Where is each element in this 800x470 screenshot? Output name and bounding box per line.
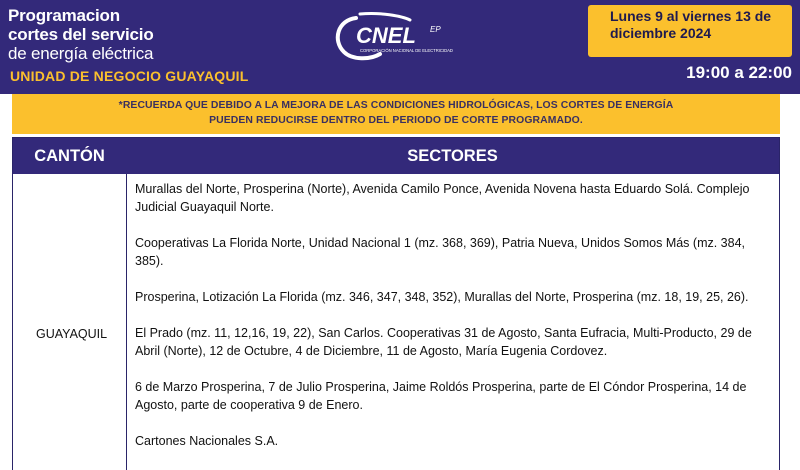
- business-unit-label: UNIDAD DE NEGOCIO GUAYAQUIL: [10, 68, 249, 84]
- column-header-sectores: SECTORES: [407, 147, 498, 165]
- date-range-text: Lunes 9 al viernes 13 de diciembre 2024: [610, 8, 772, 41]
- table-header-row: [13, 138, 779, 174]
- cnel-logo: [330, 10, 480, 66]
- header-banner: [0, 0, 800, 94]
- sectors-cell: [135, 180, 771, 468]
- column-divider: [126, 174, 127, 470]
- business-unit-bar: [0, 63, 800, 86]
- notice-banner: [12, 94, 780, 134]
- date-range-badge: [588, 5, 792, 57]
- sector-group: 6 de Marzo Prosperina, 7 de Julio Prosperina, Jaime Roldós Prosperina, parte de El Cóndor Prosperina, 14 de Agosto, parte de cooperativa 9 de Enero.: [135, 380, 747, 412]
- outage-table: [12, 137, 780, 470]
- title-line-3: de energía eléctrica: [8, 44, 154, 63]
- sector-group: Prosperina, Lotización La Florida (mz. 346, 347, 348, 352), Murallas del Norte, Prosperina (mz. 18, 19, 25, 26).: [135, 290, 749, 304]
- sector-group: Cooperativas La Florida Norte, Unidad Nacional 1 (mz. 368, 369), Patria Nueva, Unidos Somos Más (mz. 384, 385).: [135, 236, 746, 268]
- logo-brand-text: CNEL: [356, 23, 416, 48]
- title-line-1: Programacion: [8, 6, 120, 25]
- sector-group: El Prado (mz. 11, 12,16, 19, 22), San Carlos. Cooperativas 31 de Agosto, Santa Eufracia, Multi-Producto, 29 de Abril (Norte), 12 de Octubre, 4 de Diciembre, 11 de Agosto, María Eugenia Cordovez.: [135, 326, 752, 358]
- title-line-2: cortes del servicio: [8, 25, 154, 44]
- sector-group: Cartones Nacionales S.A.: [135, 434, 279, 448]
- notice-line-2: PUEDEN REDUCIRSE DENTRO DEL PERIODO DE CORTE PROGRAMADO.: [209, 115, 583, 126]
- column-header-canton: CANTÓN: [34, 147, 105, 165]
- time-range-label: 19:00 a 22:00: [686, 63, 792, 82]
- sector-group: Murallas del Norte, Prosperina (Norte), Avenida Camilo Ponce, Avenida Novena hasta Eduardo Solá. Complejo Judicial Guayaquil Norte.: [135, 182, 750, 214]
- schedule-title: [8, 6, 154, 63]
- logo-suffix-text: EP: [430, 25, 441, 34]
- cnel-logo-graphic: [330, 10, 480, 66]
- canton-cell: [13, 174, 126, 470]
- logo-tagline-text: CORPORACIÓN NACIONAL DE ELECTRICIDAD: [360, 48, 453, 53]
- canton-name: GUAYAQUIL: [36, 327, 108, 341]
- notice-line-1: *RECUERDA QUE DEBIDO A LA MEJORA DE LAS CONDICIONES HIDROLÓGICAS, LOS CORTES DE ENERGÍA: [118, 100, 674, 111]
